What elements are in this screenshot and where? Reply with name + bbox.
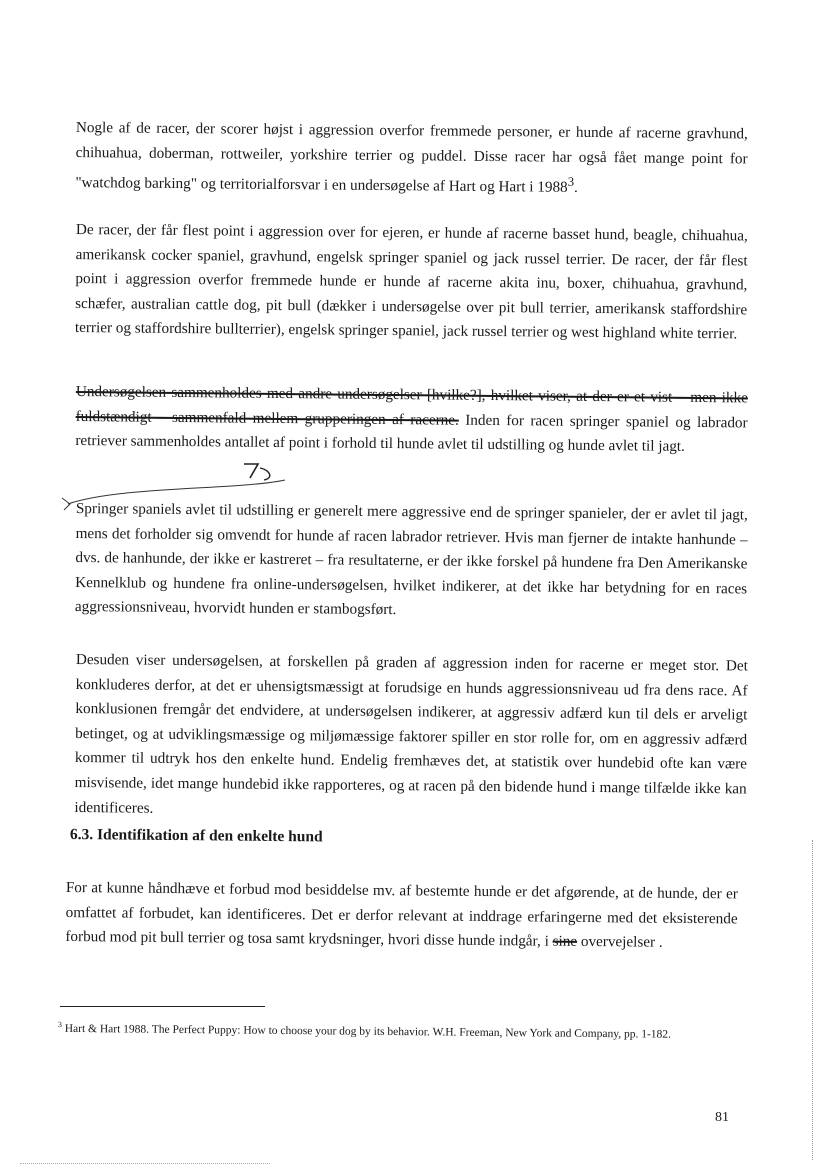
footnote-reference: 3 [567, 174, 575, 189]
page-number: 81 [715, 1110, 729, 1125]
punctuation: . [573, 179, 578, 197]
footnote-text: Hart & Hart 1988. The Perfect Puppy: How to choose your dog by its behavior. W.H. Freeman, New York and Company, pp. 1-182. [61, 1022, 672, 1041]
scan-edge-right [812, 840, 813, 1160]
struck-through-text: Undersøgelsen sammenholdes med andre undersøgelser [hvilke?], hvilket viser, at der er et vist – men ikke fuldstændigt – sammenfald mellem grupperingen af racerne. [75, 382, 748, 429]
paragraph-aggression-strangers [75, 116, 748, 202]
scan-edge-bottom [20, 1163, 270, 1164]
paragraph-text: Inden for racen springer spaniel og labrador retriever sammenholdes antallet af point i forhold til hunde avlet til udstilling og hunde avlet til jagt. [75, 411, 748, 456]
paragraph-identification [65, 876, 738, 956]
section-heading: 6.3. Identifikation af den enkelte hund [69, 826, 323, 846]
paragraph-aggression-owner [75, 218, 748, 347]
paragraph-text: De racer, der får flest point i aggression over for ejeren, er hunde af racerne basset hund, beagle, chihuahua, amerikansk cocker spaniel, gravhund, engelsk springer spaniel og jack russel terrier. De racer, der får flest point i aggression overfor fremmede hunde er hunde af racerne akita inu, boxer, chihuahua, gravhund, schæfer, australian cattle dog, pit bull (dækker i undersøgelse over pit bull terrier, amerikansk staffordshire terrier og staffordshire bullterrier), engelsk springer spaniel, jack russel terrier og west highland white terrier. [74, 220, 748, 343]
paragraph-text: overvejelser [577, 933, 656, 951]
footnote-number: 3 [57, 1019, 62, 1030]
paragraph-conclusion [74, 648, 748, 827]
punctuation: . [655, 933, 663, 951]
paragraph-text: For at kunne håndhæve et forbud mod besiddelse mv. af bestemte hunde er det afgørende, at de hunde, der er omfattet af forbudet, kan identificeres. Det er derfor relevant at inddrage erfaringerne med det eksisterende forbud mod pit bull terrier og tosa samt krydsninger, hvori disse hunde indgår, i [65, 878, 738, 950]
footnote-separator [60, 1006, 265, 1007]
struck-through-word: sine [552, 932, 578, 951]
paragraph-text: Springer spaniels avlet til udstilling er generelt mere aggressive end de springer spanieler, der er avlet til jagt, mens det forholder sig omvendt for hunde af racen labrador retriever. Hvis man fjerner de intakte hanhunde – dvs. de hanhunde, der ikke er kastreret – fra resultaterne, er der ikke forskel på hundene fra Den Amerikanske Kennelklub og hundene fra online-undersøgelsen, hvilket indikerer, at det ikke har betydning for en races aggressionsniveau, hvorvidt hunden er stambogsført. [74, 499, 748, 619]
paragraph-comparison [75, 380, 748, 460]
paragraph-text: Desuden viser undersøgelsen, at forskellen på graden af aggression inden for racerne er meget stor. Det konkluderes derfor, at det er uhensigtsmæssigt at forudsige en hunds aggressionsniveau ud fra dens race. Af konklusionen fremgår det endvidere, at undersøgelsen indikerer, at aggressiv adfærd kun til dels er arveligt betinget, og at udviklingsmæssige og miljømæssige faktorer spiller en stor rolle for, om en aggressiv adfærd kommer til udtryk hos den enkelte hund. Endelig fremhæves det, at statistik over hundebid ofte kan være misvisende, idet mange hundebid ikke rapporteres, og at racen på den bidende hund i mange tilfælde ikke kan identificeres. [74, 650, 748, 817]
paragraph-springer-spaniels [75, 497, 748, 626]
paragraph-text: Nogle af de racer, der scorer højst i aggression overfor fremmede personer, er hunde af racerne gravhund, chihuahua, doberman, rottweiler, yorkshire terrier og puddel. Disse racer har også fået mange point for "watchdog barking" og territorialforsvar i en undersøgelse af Hart og Hart i 1988 [75, 118, 748, 196]
footnote [58, 1016, 738, 1044]
